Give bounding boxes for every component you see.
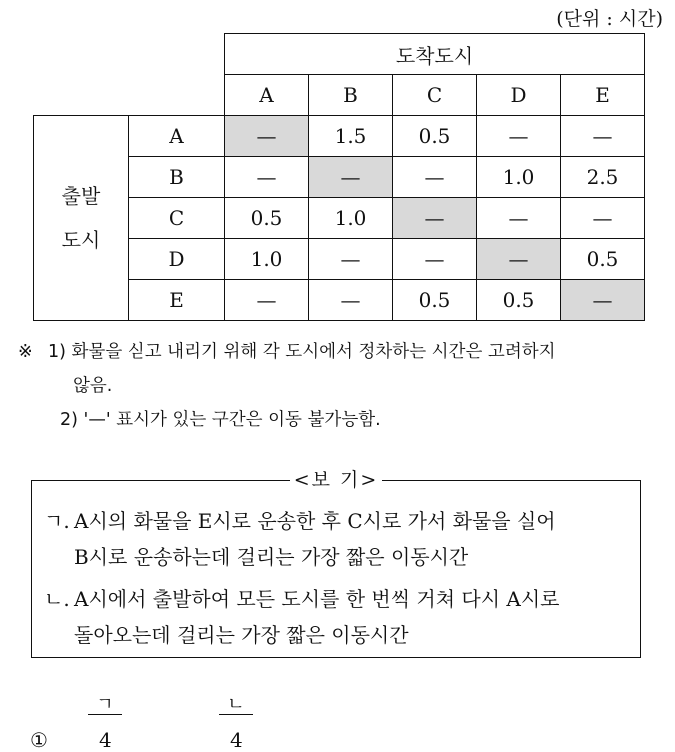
unit-label: (단위 : 시간) (556, 8, 663, 30)
row-header-b: B (129, 157, 225, 198)
choice-row-1[interactable] (0, 728, 675, 750)
empty-corner (34, 34, 225, 75)
cell: — (393, 239, 477, 280)
choice-value-b: 4 (230, 728, 243, 752)
note-mark: ※ (18, 342, 33, 362)
row-header-e: E (129, 280, 225, 321)
cell: — (393, 157, 477, 198)
origin-header-line1: 출발 (61, 184, 101, 208)
cell: — (393, 198, 477, 239)
col-header-e: E (561, 75, 645, 116)
cell: — (561, 116, 645, 157)
cell: 1.0 (225, 239, 309, 280)
cell: — (309, 239, 393, 280)
box-item-2 (44, 581, 632, 653)
choice-col-head-1: ㄱ (92, 690, 118, 716)
dest-city-header: 도착도시 (225, 34, 645, 75)
cell: 1.0 (477, 157, 561, 198)
choice-value-a: 4 (99, 728, 112, 752)
cell: — (561, 280, 645, 321)
cell: 0.5 (393, 280, 477, 321)
cell: 0.5 (225, 198, 309, 239)
example-box (31, 469, 641, 658)
cell: 0.5 (561, 239, 645, 280)
box-item-1 (44, 503, 632, 575)
choice-col-head-2: ㄴ (223, 690, 249, 716)
item-1-line-1: A시의 화물을 E시로 운송한 후 C시로 가서 화물을 실어 (74, 509, 556, 533)
box-title: <보 기> (290, 469, 383, 491)
item-2-line-1: A시에서 출발하여 모든 도시를 한 번씩 거쳐 다시 A시로 (74, 587, 560, 611)
cell: — (309, 157, 393, 198)
cell: — (225, 280, 309, 321)
choice-number: ① (30, 728, 48, 752)
cell: — (561, 198, 645, 239)
cell: — (225, 157, 309, 198)
row-header-a: A (129, 116, 225, 157)
item-1-mark: ㄱ. (44, 509, 70, 533)
note-2: 2) '—' 표시가 있는 구간은 이동 불가능함. (60, 410, 381, 430)
travel-time-table (33, 33, 645, 321)
cell: 1.5 (309, 116, 393, 157)
col-header-b: B (309, 75, 393, 116)
cell: — (477, 198, 561, 239)
item-2-mark: ㄴ. (44, 587, 70, 611)
origin-city-header (34, 116, 129, 321)
cell: — (225, 116, 309, 157)
cell: — (477, 116, 561, 157)
row-header-d: D (129, 239, 225, 280)
cell: 0.5 (393, 116, 477, 157)
row-header-c: C (129, 198, 225, 239)
cell: — (309, 280, 393, 321)
footnotes (18, 335, 668, 437)
empty-corner-lower (34, 75, 225, 116)
note-1-line-1: 1) 화물을 싣고 내리기 위해 각 도시에서 정차하는 시간은 고려하지 (48, 342, 556, 362)
item-2-line-2: 돌아오는데 걸리는 가장 짧은 이동시간 (74, 623, 409, 647)
col-header-a: A (225, 75, 309, 116)
col-header-c: C (393, 75, 477, 116)
cell: 1.0 (309, 198, 393, 239)
note-1-line-2: 않음. (73, 376, 113, 396)
cell: 2.5 (561, 157, 645, 198)
cell: — (477, 239, 561, 280)
item-1-line-2: B시로 운송하는데 걸리는 가장 짧은 이동시간 (74, 545, 469, 569)
cell: 0.5 (477, 280, 561, 321)
origin-header-line2: 도시 (61, 228, 101, 252)
table-row (34, 116, 645, 157)
col-header-d: D (477, 75, 561, 116)
